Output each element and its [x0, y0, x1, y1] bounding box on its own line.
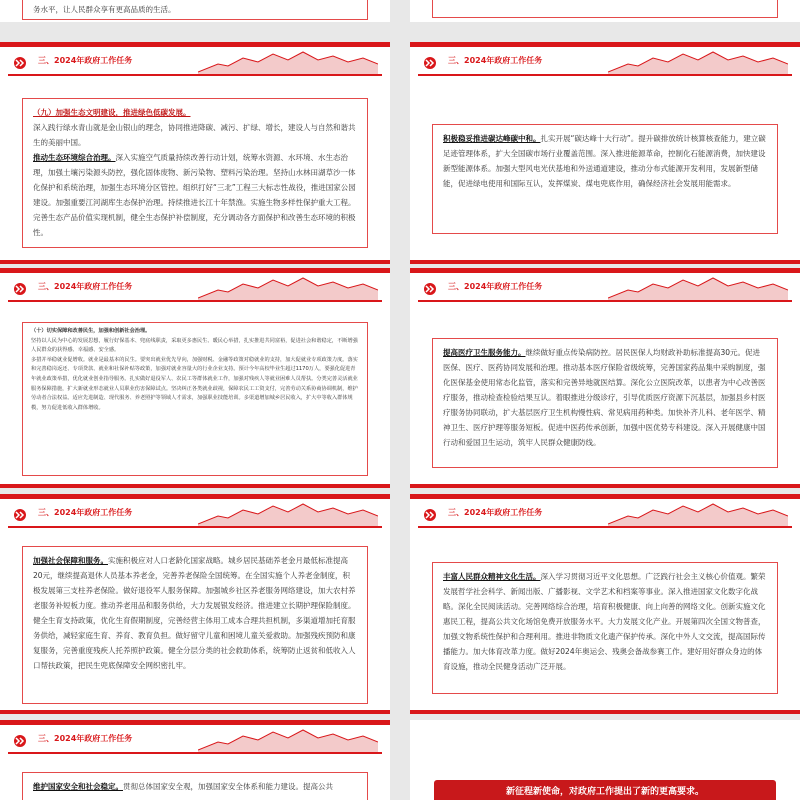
slide-header — [0, 494, 390, 530]
header-bar — [0, 720, 390, 725]
double-arrow-icon — [12, 735, 28, 747]
slide-top-left-fragment — [0, 0, 390, 22]
great-wall-decoration-icon — [198, 726, 378, 752]
double-arrow-icon — [422, 509, 438, 521]
section-title: 三、2024年政府工作任务 — [448, 282, 543, 291]
section-title: 三、2024年政府工作任务 — [38, 734, 133, 743]
paragraph: 坚持以人民为中心的发展思想，履行好保基本、兜底线职责，采取更多惠民生、暖民心举措，扎实推进共同富裕，促进社会和谐稳定，不断增强人民群众的获得感、幸福感、安全感。 — [31, 337, 358, 354]
great-wall-decoration-icon — [608, 500, 788, 526]
text-box — [432, 562, 778, 694]
slide-closing — [410, 720, 800, 800]
section-heading: （九）加强生态文明建设，推进绿色低碳发展。 — [33, 108, 191, 117]
header-divider — [8, 300, 382, 302]
header-bar — [0, 42, 390, 47]
header-bar — [0, 494, 390, 499]
header-divider — [8, 74, 382, 76]
slide-header — [0, 720, 390, 756]
text-box — [22, 98, 368, 248]
great-wall-decoration-icon — [608, 274, 788, 300]
section-title: 三、2024年政府工作任务 — [38, 508, 133, 517]
closing-banner: 新征程新使命，对政府工作提出了新的更高要求。 — [434, 780, 776, 800]
double-arrow-icon — [422, 57, 438, 69]
section-title: 三、2024年政府工作任务 — [448, 56, 543, 65]
paragraph: 多措并举稳就业促增收。就业是最基本的民生。要突出就业优先导向，加强财税、金融等政策对稳就业的支持，加大促就业专项政策力度。落实和完善稳岗返还、专项贷款、就业和社保补贴等政策，加强对就业容量大的行业企业支持。预计今年高校毕业生超过1170万人，要强化促进青年就业政策举措，优化就业创业指导服务。扎实做好退役军人、农民工等群体就业工作，加强对残疾人等就业困难人员帮扶。分类完善灵活就业服务保障措施，扩大新就业形态就业人员职业伤害保障试点。坚决纠正各类就业歧视，保障农民工工资支付，完善劳动关系协商协调机制，维护劳动者合法权益。适应先进制造、现代服务、养老照护等领域人才需求，加强职业技能培训。多渠道增加城乡居民收入，扩大中等收入群体规模，努力促进低收入群体增收。 — [31, 356, 358, 411]
text-box — [432, 338, 778, 468]
great-wall-decoration-icon — [198, 274, 378, 300]
header-divider — [418, 300, 792, 302]
slide-ecology — [0, 42, 390, 264]
slide-header — [410, 268, 800, 304]
slide-culture — [410, 494, 800, 714]
footer-bar — [410, 710, 800, 714]
slide-healthcare — [410, 268, 800, 488]
footer-bar — [410, 484, 800, 488]
double-arrow-icon — [422, 283, 438, 295]
section-heading: （十）切实保障和改善民生，加强和创新社会治理。 — [31, 328, 151, 334]
slide-livelihood — [0, 268, 390, 488]
section-title: 三、2024年政府工作任务 — [448, 508, 543, 517]
paragraph: 深入践行绿水青山就是金山银山的理念，协同推进降碳、减污、扩绿、增长，建设人与自然和谐共生的美丽中国。 — [33, 123, 356, 147]
paragraph: 加强社会保障和服务。实施积极应对人口老龄化国家战略。城乡居民基础养老金月最低标准提高20元，继续提高退休人员基本养老金，完善养老保险全国统筹。在全国实施个人养老金制度，积极发展第三支柱养老保险。做好退役军人服务保障。加强城乡社区养老服务网络建设，加大农村养老服务补短板力度。推动养老用品和服务供给，大力发展银发经济。推进建立长期护理保险制度。健全生育支持政策，优化生育假期制度，完善经营主体用工成本合理共担机制，多渠道增加托育服务供给，减轻家庭生育、养育、教育负担。做好留守儿童和困境儿童关爱救助。加强残疾预防和康复服务，完善重度残疾人托养照护政策。健全分层分类的社会救助体系，统筹防止返贫和低收入人口帮扶政策，把民生兜底保障安全网织密扎牢。 — [33, 556, 356, 670]
section-title: 三、2024年政府工作任务 — [38, 282, 133, 291]
fragment-text: 务水平，让人民群众享有更高品质的生活。 — [33, 5, 176, 14]
section-title: 三、2024年政府工作任务 — [38, 56, 133, 65]
header-bar — [410, 268, 800, 273]
paragraph: 积极稳妥推进碳达峰碳中和。扎实开展“碳达峰十大行动”。提升碳排放统计核算核查能力，建立碳足迹管理体系，扩大全国碳市场行业覆盖范围。深入推进能源革命，控制化石能源消费，加快建设新型能源体系。加强大型风电光伏基地和外送通道建设，推动分布式能源开发利用，发展新型储能，促进绿电使用和国际互认，发挥煤炭、煤电兜底作用，确保经济社会发展用能需求。 — [443, 134, 766, 188]
great-wall-decoration-icon — [608, 48, 788, 74]
slide-header — [410, 42, 800, 78]
slide-top-right-fragment — [410, 0, 800, 22]
text-box — [22, 546, 368, 704]
header-bar — [410, 42, 800, 47]
slide-header — [0, 268, 390, 304]
slide-carbon — [410, 42, 800, 264]
footer-bar — [410, 260, 800, 264]
text-box — [22, 0, 368, 20]
footer-bar — [0, 710, 390, 714]
paragraph: 提高医疗卫生服务能力。继续做好重点传染病防控。居民医保人均财政补助标准提高30元。促进医保、医疗、医药协同发展和治理。推动基本医疗保险省级统筹，完善国家药品集中采购制度，强化医保基金使用常态化监管，落实和完善异地就医结算。深化公立医院改革，以患者为中心改善医疗服务，推动检查检验结果互认。着眼推进分级诊疗，引导优质医疗资源下沉基层，加强县乡村医疗服务协同联动，扩大基层医疗卫生机构慢性病、常见病用药种类。加快补齐儿科、老年医学、精神卫生、医疗护理等服务短板。促进中医药传承创新，加强中医优势专科建设。深入开展健康中国行动和爱国卫生运动，筑牢人民群众健康防线。 — [443, 348, 766, 447]
double-arrow-icon — [12, 509, 28, 521]
slide-national-security — [0, 720, 390, 800]
footer-bar — [0, 260, 390, 264]
header-bar — [0, 268, 390, 273]
double-arrow-icon — [12, 57, 28, 69]
footer-bar — [0, 484, 390, 488]
slide-header — [410, 494, 800, 530]
text-box — [22, 772, 368, 800]
great-wall-decoration-icon — [198, 48, 378, 74]
slide-header — [0, 42, 390, 78]
header-divider — [8, 526, 382, 528]
slide-social-security — [0, 494, 390, 714]
header-divider — [8, 752, 382, 754]
text-box — [432, 0, 778, 18]
text-box — [432, 124, 778, 234]
text-box — [22, 322, 368, 476]
double-arrow-icon — [12, 283, 28, 295]
header-divider — [418, 74, 792, 76]
paragraph: 维护国家安全和社会稳定。贯彻总体国家安全观，加强国家安全体系和能力建设。提高公共 — [33, 782, 333, 791]
paragraph: 丰富人民群众精神文化生活。深入学习贯彻习近平文化思想。广泛践行社会主义核心价值观。繁荣发展哲学社会科学、新闻出版、广播影视、文学艺术和档案等事业。深入推进国家文化数字化战略。深化全民阅读活动。完善网络综合治理，培育积极健康、向上向善的网络文化。创新实施文化惠民工程，提高公共文化场馆免费开放服务水平。大力发展文化产业。开展第四次全国文物普查，加强文物系统性保护和合理利用。推进非物质文化遗产保护传承。深化中外人文交流，提高国际传播能力。加大体育改革力度。做好2024年奥运会、残奥会备战参赛工作。建好用好群众身边的体育设施，推动全民健身活动广泛开展。 — [443, 572, 766, 671]
paragraph: 推动生态环境综合治理。深入实施空气质量持续改善行动计划，统筹水资源、水环境、水生态治理，加强土壤污染源头防控，强化固体废物、新污染物、塑料污染治理。坚持山水林田湖草沙一体化保护和系统治理，加强生态环境分区管控。组织打好“三北”工程三大标志性战役，推进国家公园建设。加强重要江河湖库生态保护治理。持续推进长江十年禁渔。实施生物多样性保护重大工程。完善生态产品价值实现机制，健全生态保护补偿制度，充分调动各方面保护和改善生态环境的积极性。 — [33, 153, 356, 237]
header-divider — [418, 526, 792, 528]
great-wall-decoration-icon — [198, 500, 378, 526]
header-bar — [410, 494, 800, 499]
